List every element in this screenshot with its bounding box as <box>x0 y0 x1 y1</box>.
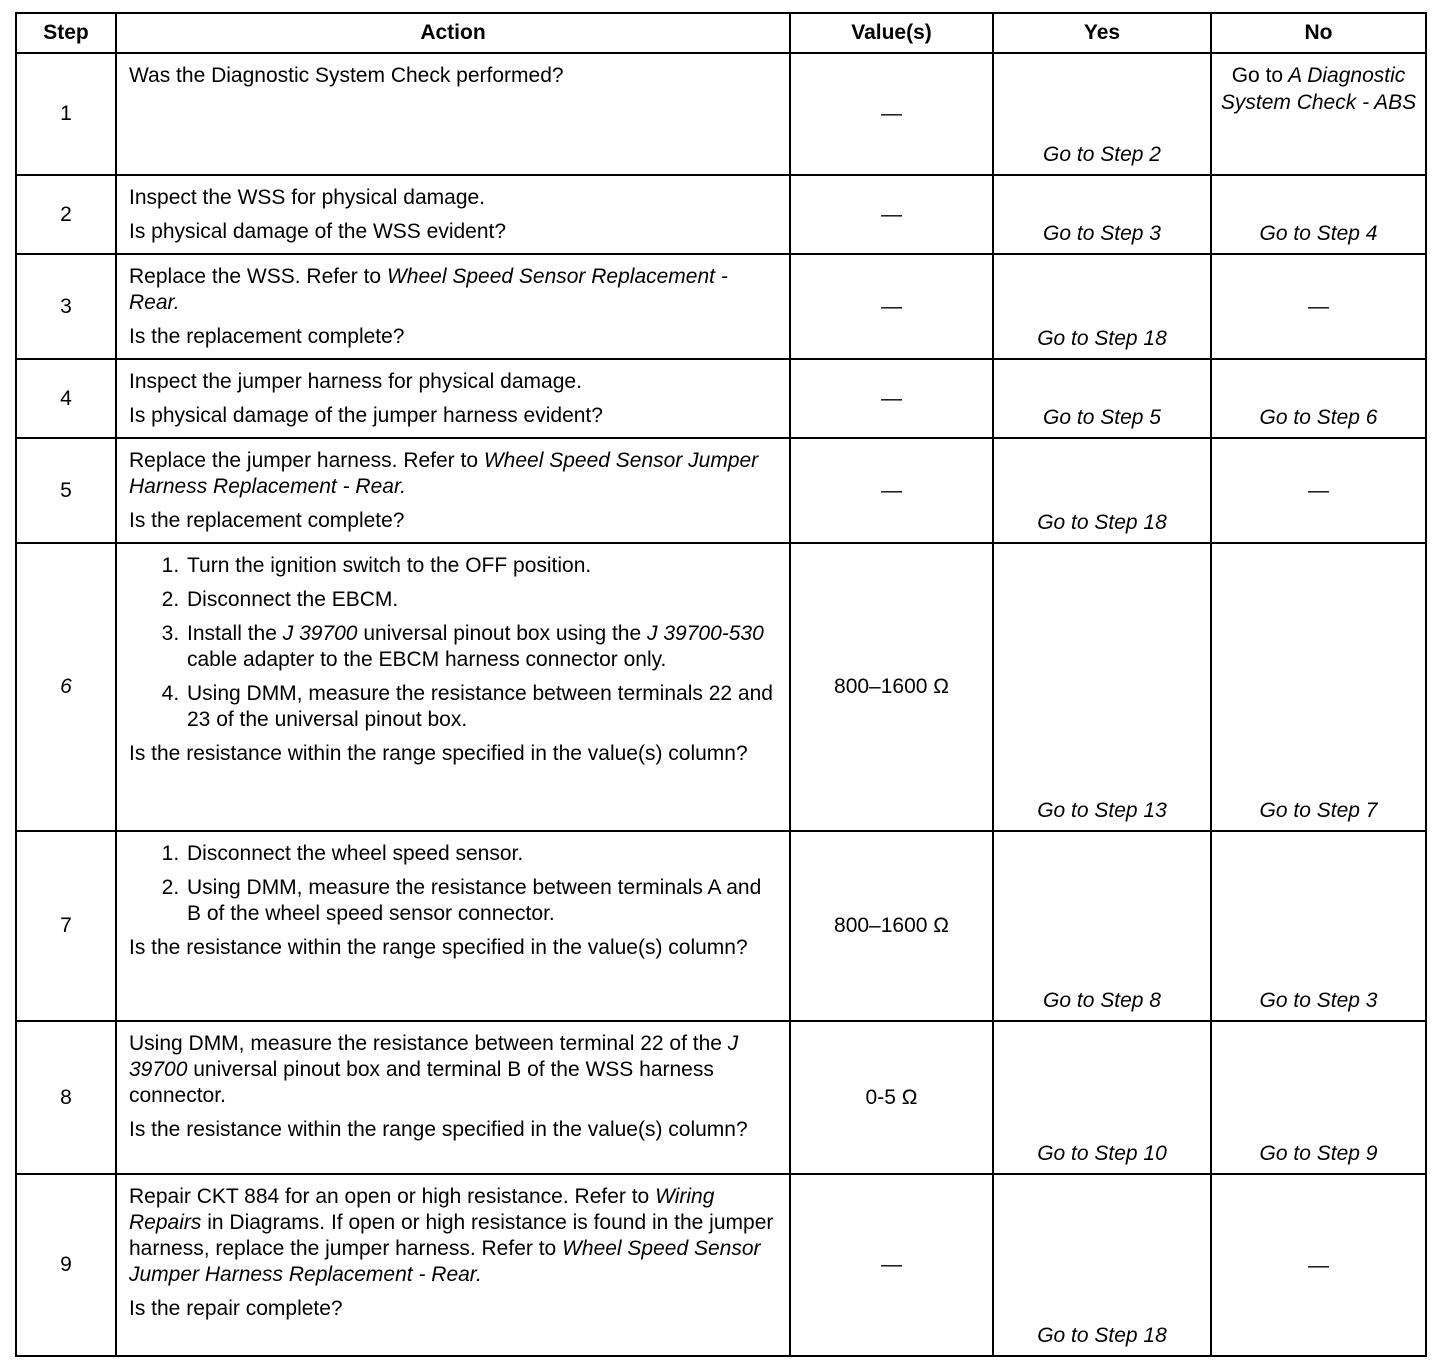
yes-cell: Go to Step 10 <box>993 1021 1211 1174</box>
action-cell <box>116 831 790 1021</box>
action-lead: Replace the WSS. Refer to <box>129 265 382 288</box>
table-row <box>16 53 1426 175</box>
action-question: Is the repair complete? <box>129 1297 343 1320</box>
value-cell: — <box>790 53 993 175</box>
diagnostic-table <box>15 12 1427 1357</box>
item-text: universal pinout box and terminal B of the WSS harness connector. <box>129 1058 714 1107</box>
table-row <box>16 543 1426 831</box>
item-text: cable adapter to the EBCM harness connector only. <box>187 648 667 671</box>
item-text: Using DMM, measure the resistance between terminal 22 of the <box>129 1032 722 1055</box>
no-cell: Go to Step 7 <box>1211 543 1426 831</box>
action-text <box>129 1031 779 1109</box>
step-number: 5 <box>16 438 116 543</box>
header-no: No <box>1211 13 1426 53</box>
header-yes: Yes <box>993 13 1211 53</box>
action-lead: Replace the jumper harness. Refer to <box>129 449 479 472</box>
no-cell: Go to Step 3 <box>1211 831 1426 1021</box>
value-cell: — <box>790 175 993 254</box>
action-text: Inspect the WSS for physical damage. <box>129 186 486 209</box>
action-text: Inspect the jumper harness for physical damage. <box>129 370 582 393</box>
action-text <box>129 448 779 500</box>
action-question: Is physical damage of the jumper harness evident? <box>129 404 603 427</box>
list-item: 1. Disconnect the wheel speed sensor. <box>185 841 779 867</box>
header-values: Value(s) <box>790 13 993 53</box>
value-cell: 800–1600 Ω <box>790 543 993 831</box>
table-row <box>16 254 1426 359</box>
table-row <box>16 831 1426 1021</box>
procedure-list <box>129 553 779 733</box>
step-number: 6 <box>16 543 116 831</box>
action-cell <box>116 359 790 438</box>
header-action: Action <box>116 13 790 53</box>
action-text <box>129 264 779 316</box>
table-row <box>16 1021 1426 1174</box>
yes-cell: Go to Step 13 <box>993 543 1211 831</box>
action-question: Is the resistance within the range specified in the value(s) column? <box>129 936 748 959</box>
yes-cell: Go to Step 18 <box>993 1174 1211 1356</box>
step-number: 4 <box>16 359 116 438</box>
value-cell: 800–1600 Ω <box>790 831 993 1021</box>
table-row <box>16 438 1426 543</box>
table-row <box>16 359 1426 438</box>
action-question: Is the resistance within the range specified in the value(s) column? <box>129 1118 748 1141</box>
action-cell <box>116 254 790 359</box>
list-item: 2. Using DMM, measure the resistance between terminals A and B of the wheel speed sensor connector. <box>185 875 779 927</box>
list-item: 2. Disconnect the EBCM. <box>185 587 779 613</box>
action-cell <box>116 1021 790 1174</box>
action-text <box>129 1184 779 1288</box>
action-reference: Wheel Speed Sensor Jumper Harness Replacement - Rear. <box>129 449 759 498</box>
item-text: Install the <box>187 622 277 645</box>
yes-cell: Go to Step 2 <box>993 53 1211 175</box>
value-cell: 0-5 Ω <box>790 1021 993 1174</box>
no-cell: — <box>1211 1174 1426 1356</box>
tool-number: J 39700-530 <box>647 622 764 645</box>
action-question: Is the replacement complete? <box>129 325 405 348</box>
value-cell: — <box>790 254 993 359</box>
yes-cell: Go to Step 18 <box>993 254 1211 359</box>
action-question: Is the replacement complete? <box>129 509 405 532</box>
action-question: Is the resistance within the range specified in the value(s) column? <box>129 742 748 765</box>
list-item: 1. Turn the ignition switch to the OFF position. <box>185 553 779 579</box>
tool-number: J 39700 <box>129 1032 739 1081</box>
value-cell: — <box>790 1174 993 1356</box>
yes-cell: Go to Step 8 <box>993 831 1211 1021</box>
action-reference: Wheel Speed Sensor Replacement - Rear. <box>129 265 728 314</box>
action-reference: Wheel Speed Sensor Jumper Harness Replacement - Rear. <box>129 1237 761 1286</box>
table-row <box>16 175 1426 254</box>
action-cell <box>116 175 790 254</box>
list-item <box>185 621 779 673</box>
action-cell <box>116 53 790 175</box>
no-cell: Go to Step 6 <box>1211 359 1426 438</box>
item-text: If open or high resistance is found in the jumper harness, replace the jumper harness. Refer to <box>129 1211 774 1260</box>
procedure-list <box>129 841 779 927</box>
item-text: Repair CKT 884 for an open or high resistance. Refer to <box>129 1185 650 1208</box>
action-reference: Wiring Repairs <box>129 1185 715 1234</box>
item-text: in Diagrams. <box>207 1211 326 1234</box>
no-link: A Diagnostic System Check - ABS <box>1220 64 1417 114</box>
value-cell: — <box>790 438 993 543</box>
step-number: 1 <box>16 53 116 175</box>
step-number: 9 <box>16 1174 116 1356</box>
no-cell: Go to Step 9 <box>1211 1021 1426 1174</box>
step-number: 3 <box>16 254 116 359</box>
action-text: Was the Diagnostic System Check performed? <box>129 64 564 87</box>
no-cell <box>1211 53 1426 175</box>
value-cell: — <box>790 359 993 438</box>
no-cell: Go to Step 4 <box>1211 175 1426 254</box>
item-text: universal pinout box using the <box>363 622 642 645</box>
header-step: Step <box>16 13 116 53</box>
action-cell <box>116 438 790 543</box>
yes-cell: Go to Step 18 <box>993 438 1211 543</box>
step-number: 7 <box>16 831 116 1021</box>
step-number: 2 <box>16 175 116 254</box>
no-cell: — <box>1211 438 1426 543</box>
no-cell: — <box>1211 254 1426 359</box>
list-item: 4. Using DMM, measure the resistance between terminals 22 and 23 of the universal pinout box. <box>185 681 779 733</box>
yes-cell: Go to Step 3 <box>993 175 1211 254</box>
no-prefix: Go to <box>1231 64 1284 87</box>
header-row <box>16 13 1426 53</box>
action-cell <box>116 1174 790 1356</box>
step-number: 8 <box>16 1021 116 1174</box>
action-cell <box>116 543 790 831</box>
action-question: Is physical damage of the WSS evident? <box>129 220 507 243</box>
table-row <box>16 1174 1426 1356</box>
yes-cell: Go to Step 5 <box>993 359 1211 438</box>
tool-number: J 39700 <box>282 622 358 645</box>
